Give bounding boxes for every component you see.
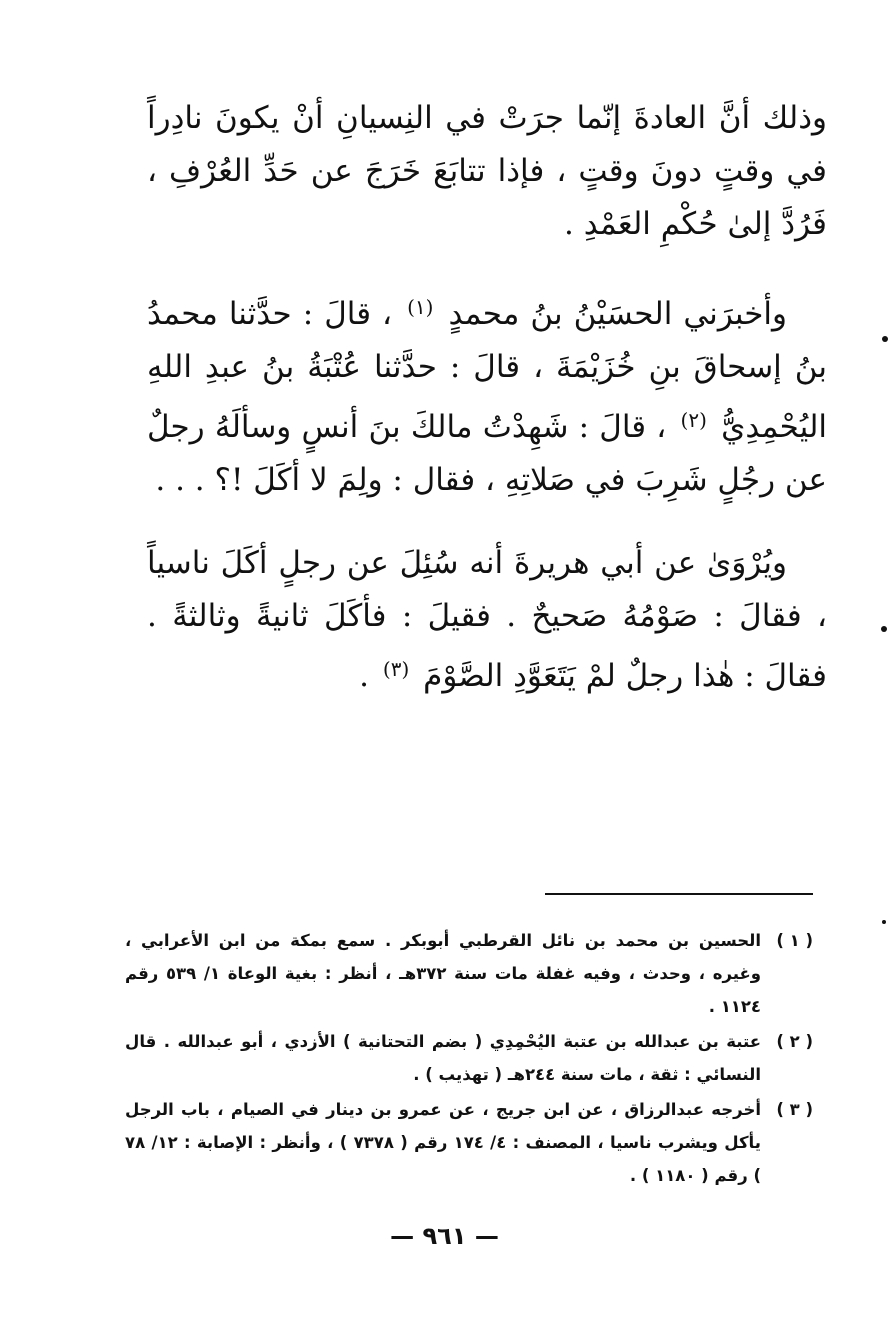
paragraph-3-text-a: ويُرْوَىٰ عن أبي هريرةَ أنه سُئِلَ عن رجلٍ أكَلَ ناسياً ، فقالَ : صَوْمُهُ صَحيحٌ . فقيلَ : فأكَلَ ثانيةً وثالثةً . فقالَ : هٰذا رجلٌ لمْ يَتَعَوَّدِ الصَّوْمَ <box>147 545 827 694</box>
footnote-3-number: ( ٣ ) <box>776 1100 813 1119</box>
footnotes <box>125 924 813 1194</box>
paragraph-2-text-b: ، قالَ : حدَّثنا محمدُ بنُ إسحاقَ بنِ خُزَيْمَةَ ، قالَ : حدَّثنا عُتْبَةُ بنُ عبدِ اللهِ اليُحْمِدِيُّ <box>147 296 828 445</box>
footnote-1 <box>125 924 813 1023</box>
footnote-2-number: ( ٢ ) <box>776 1032 813 1051</box>
paragraph-2-text-c: ، قالَ : شَهِدْتُ مالكَ بنَ أنسٍ وسألَهُ رجلٌ عن رجُلٍ شَرِبَ في صَلاتِهِ ، فقال : ولِمَ لا أكَلَ !؟ . . . <box>147 409 827 498</box>
paragraph-2 <box>147 281 827 507</box>
footnote-2 <box>125 1025 813 1091</box>
footnote-divider <box>545 893 813 895</box>
footnote-3 <box>125 1093 813 1192</box>
margin-speck <box>881 626 887 632</box>
page-number: — ٩٦١ — <box>390 1222 499 1250</box>
footnote-marker-2: (٢) <box>680 408 707 432</box>
footnote-2-text: عتبة بن عبدالله بن عتبة اليُحْمِدِي ( بضم التحتانية ) الأزدي ، أبو عبدالله . قال النسائي : ثقة ، مات سنة ٢٤٤هـ ( تهذيب ) . <box>125 1032 761 1084</box>
margin-speck <box>882 336 888 342</box>
paragraph-3-text-b: . <box>359 658 370 694</box>
main-text <box>147 92 827 703</box>
footnote-1-text: الحسين بن محمد بن نائل القرطبي أبوبكر . سمع بمكة من ابن الأعرابي ، وغيره ، وحدث ، وفيه غفلة مات سنة ٣٧٢هـ ، أنظر : بغية الوعاة ١/ ٥٣٩ رقم ١١٢٤ . <box>125 931 761 1016</box>
footnote-marker-1: (١) <box>407 295 434 319</box>
margin-speck <box>882 920 886 924</box>
footnote-marker-3: (٣) <box>382 657 410 681</box>
paragraph-2-text-a: وأخبرَني الحسَيْنُ بنُ محمدٍ <box>448 296 788 332</box>
footnote-3-text: أخرجه عبدالرزاق ، عن ابن جريج ، عن عمرو بن دينار في الصيام ، باب الرجل يأكل ويشرب ناسيا ، المصنف : ٤/ ١٧٤ رقم ( ٧٣٧٨ ) ، وأنظر : الإصابة : ١٢/ ٧٨ ) رقم ( ١١٨٠ ) . <box>125 1100 761 1185</box>
footnote-1-number: ( ١ ) <box>776 931 813 950</box>
paragraph-1-text: وذلك أنَّ العادةَ إنّما جرَتْ في النِسيانِ أنْ يكونَ نادِراً في وقتٍ دونَ وقتٍ ، فإذا تتابَعَ خَرَجَ عن حَدِّ العُرْفِ ، فَرُدَّ إلىٰ حُكْمِ العَمْدِ . <box>147 100 827 242</box>
paragraph-3 <box>147 537 827 703</box>
paragraph-1 <box>147 92 827 251</box>
